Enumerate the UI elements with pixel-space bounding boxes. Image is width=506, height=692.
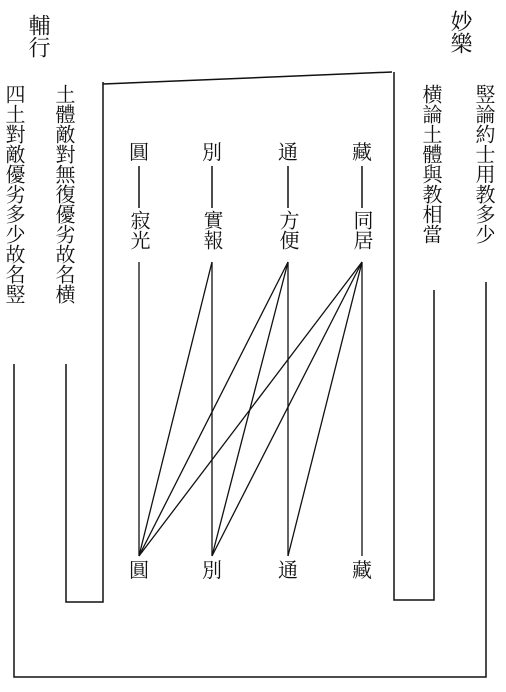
- top-label-tong: 通: [278, 140, 298, 164]
- connection-line: [212, 262, 288, 556]
- heading-fuxing: 輔行: [25, 14, 50, 58]
- heading-miaole: 妙樂: [447, 10, 472, 54]
- note-horizontal-theory: 横論土體與教相當: [419, 84, 443, 244]
- bottom-label-zang: 藏: [352, 558, 372, 582]
- note-vertical-comparison: 四土對敵優劣多少故名竪: [2, 84, 26, 304]
- bottom-label-bie: 別: [202, 558, 222, 582]
- inner-top-edge: [103, 72, 392, 84]
- outer-frame: [14, 282, 486, 677]
- bottom-label-yuan: 圓: [129, 558, 149, 582]
- top-label-bie: 別: [202, 140, 222, 164]
- connection-line: [139, 262, 212, 556]
- connection-line: [139, 262, 288, 556]
- connection-line: [288, 262, 362, 556]
- bottom-label-tong: 通: [278, 558, 298, 582]
- top-label-yuan: 圓: [129, 140, 149, 164]
- connection-line: [212, 262, 362, 556]
- land-label-jiguang: 寂光: [127, 210, 151, 250]
- note-vertical-theory: 竪論約士用教多少: [472, 84, 496, 244]
- note-horizontal-comparison: 土體敵對無復優劣故名横: [52, 84, 76, 304]
- land-label-fangbian: 方便: [276, 210, 300, 250]
- land-label-shibao: 實報: [200, 210, 224, 250]
- top-label-zang: 藏: [352, 140, 372, 164]
- land-label-tongju: 同居: [350, 210, 374, 250]
